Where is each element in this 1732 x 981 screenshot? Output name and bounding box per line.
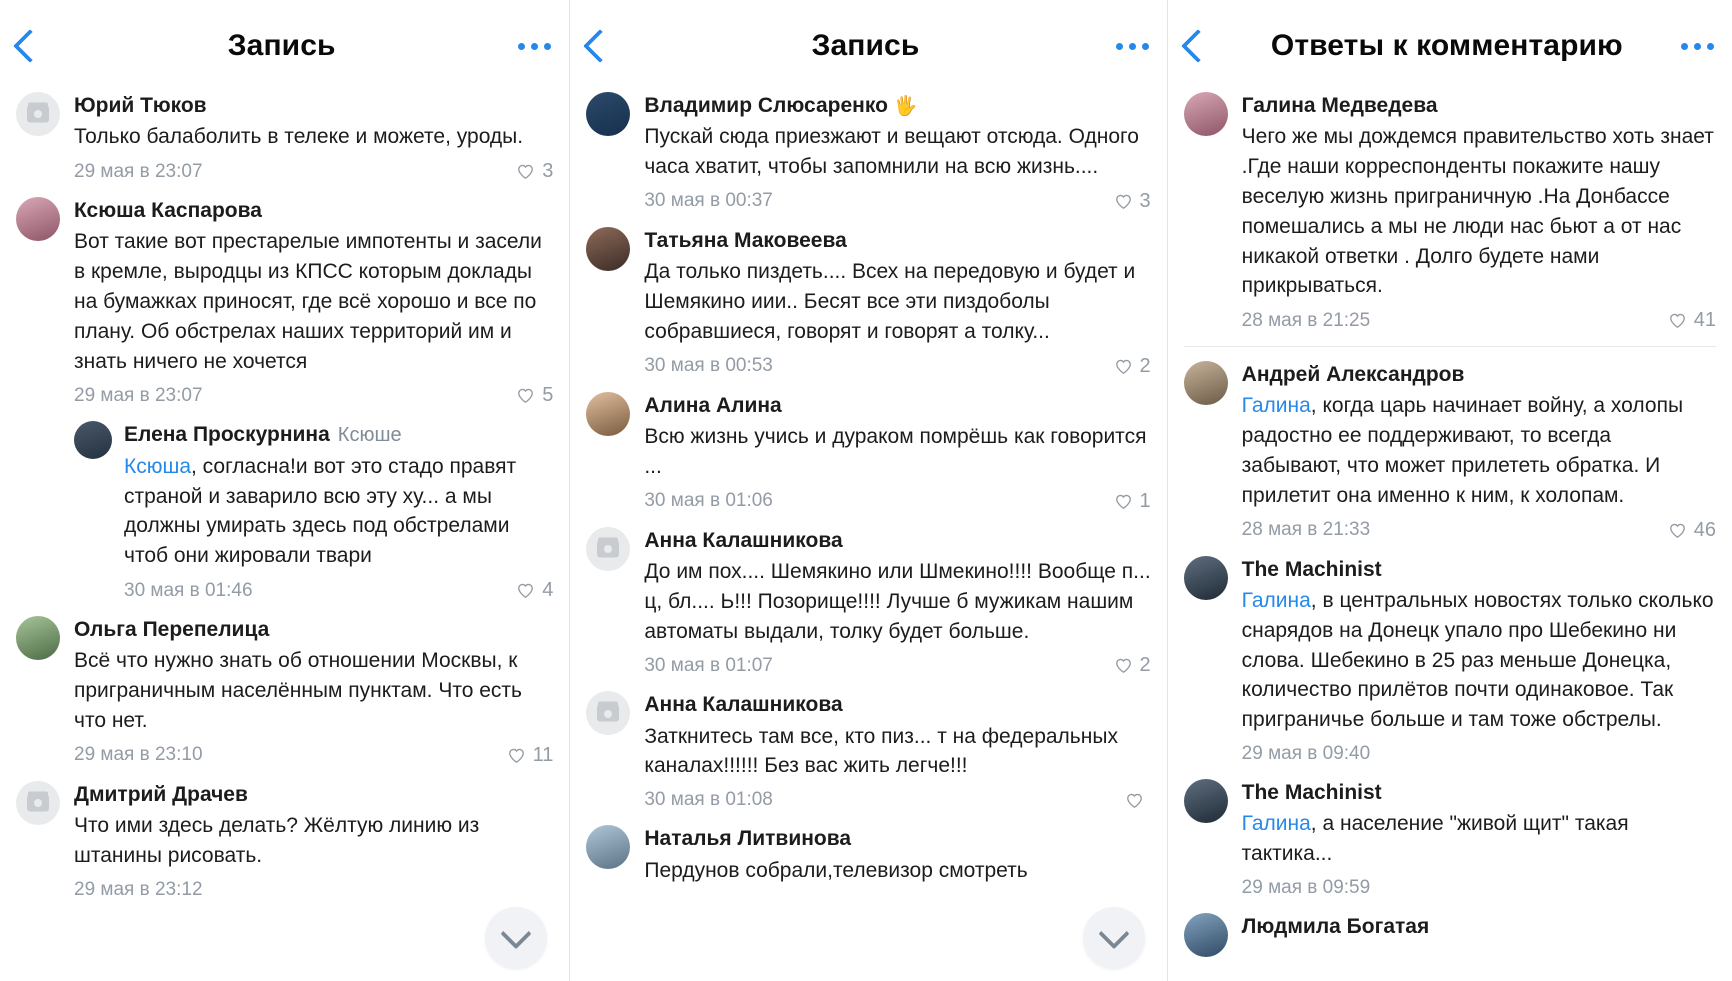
chevron-down-icon bbox=[1098, 918, 1129, 949]
mention-link[interactable]: Ксюша bbox=[124, 454, 192, 478]
avatar[interactable] bbox=[1184, 556, 1228, 600]
comment-text: Да только пиздеть.... Всех на передовую и будет и Шемякино иии.. Бесят все эти пиздоболы собравшиеся, говорят и говорят а толку... bbox=[644, 260, 1136, 343]
navbar-middle bbox=[570, 0, 1166, 92]
heart-icon bbox=[1114, 192, 1133, 211]
comment-text: Всю жизнь учись и дураком помрёшь как говорится ... bbox=[644, 424, 1147, 478]
list-item[interactable] bbox=[1184, 361, 1716, 556]
list-item[interactable] bbox=[586, 825, 1150, 899]
avatar[interactable] bbox=[1184, 779, 1228, 823]
mention-link[interactable]: Галина bbox=[1241, 394, 1311, 418]
comment-author[interactable]: Татьяна Маковеева bbox=[644, 228, 847, 252]
like-count: 3 bbox=[542, 160, 554, 183]
avatar[interactable] bbox=[586, 392, 630, 436]
comment-text bbox=[1242, 391, 1716, 510]
avatar[interactable] bbox=[16, 92, 60, 136]
avatar[interactable] bbox=[586, 691, 630, 735]
comment-author[interactable]: Анна Калашникова bbox=[644, 528, 843, 552]
like-button[interactable] bbox=[516, 384, 553, 407]
scroll-down-button[interactable] bbox=[1083, 907, 1145, 969]
comment-text: Что ими здесь делать? Жёлтую линию из штанины рисовать. bbox=[74, 814, 480, 867]
like-button[interactable] bbox=[516, 579, 553, 602]
divider bbox=[1184, 346, 1716, 347]
chevron-down-icon bbox=[501, 918, 532, 949]
heart-icon bbox=[1125, 791, 1144, 810]
comment-time: 30 мая в 01:08 bbox=[644, 789, 773, 811]
like-button[interactable] bbox=[1114, 654, 1151, 677]
back-button[interactable] bbox=[588, 34, 628, 58]
heart-icon bbox=[1114, 656, 1133, 675]
comment-time: 30 мая в 00:53 bbox=[644, 355, 773, 377]
list-item[interactable] bbox=[16, 616, 553, 781]
like-button[interactable] bbox=[1668, 309, 1716, 332]
comment-text: Чего же мы дождемся правительство хоть знает .Где наши корреспонденты покажите нашу веселую жизнь приграничную .На Донбассе помешались а мы не люди нас бьют а от нас никакой ответки . Долго будете нами прикрываться. bbox=[1241, 125, 1714, 298]
comment-time: 29 мая в 09:40 bbox=[1241, 743, 1371, 765]
chevron-left-icon bbox=[583, 29, 617, 63]
like-button[interactable] bbox=[1114, 490, 1151, 513]
like-button[interactable] bbox=[1125, 791, 1151, 810]
comment-author[interactable]: Юрий Тюков bbox=[74, 94, 207, 117]
comment-author[interactable]: Людмила Богатая bbox=[1241, 915, 1430, 938]
avatar[interactable] bbox=[16, 781, 60, 825]
hand-emoji: 🖐 bbox=[893, 96, 918, 117]
comment-author[interactable]: The Machinist bbox=[1241, 557, 1382, 581]
list-item[interactable] bbox=[586, 527, 1150, 692]
comment-text: Пускай сюда приезжают и вещают отсюда. Одного часа хватит, чтобы запомнили на всю жизнь.... bbox=[644, 125, 1139, 179]
page-title: Ответы к комментарию bbox=[1270, 29, 1623, 62]
comment-text: До им пох.... Шемякино или Шмекино!!!! Вообще п... ц, бл.... Ь!!! Позорище!!!! Лучше б мужикам нашим автоматы выдали, толку будет больше. bbox=[644, 559, 1151, 643]
like-button[interactable] bbox=[1114, 190, 1151, 213]
avatar[interactable] bbox=[586, 227, 630, 271]
comment-author[interactable]: Ксюша Каспарова bbox=[74, 199, 262, 223]
back-button[interactable] bbox=[1186, 34, 1226, 58]
list-item[interactable] bbox=[586, 691, 1150, 825]
like-button[interactable] bbox=[1114, 355, 1151, 378]
comment-author[interactable]: Андрей Александров bbox=[1241, 363, 1465, 387]
more-horizontal-icon[interactable] bbox=[1668, 43, 1714, 50]
avatar[interactable] bbox=[586, 92, 630, 136]
like-button[interactable] bbox=[1668, 519, 1716, 542]
mention-link[interactable]: Галина bbox=[1241, 812, 1311, 836]
heart-icon bbox=[1114, 357, 1133, 376]
like-count: 4 bbox=[542, 579, 554, 602]
comment-body: , согласна!и вот это стадо правят страной и заварило всю эту ху... а мы должны умирать здесь под обстрелами чтоб они жировали твари bbox=[124, 454, 517, 568]
heart-icon bbox=[516, 581, 535, 600]
heart-icon bbox=[516, 386, 535, 405]
mention-link[interactable]: Галина bbox=[1241, 589, 1311, 613]
avatar[interactable] bbox=[16, 616, 60, 660]
list-item-reply[interactable] bbox=[16, 421, 553, 616]
comment-time: 29 мая в 23:10 bbox=[74, 744, 203, 766]
avatar[interactable] bbox=[1184, 361, 1228, 405]
heart-icon bbox=[516, 162, 535, 181]
comment-text: Всё что нужно знать об отношении Москвы, к приграничным населённым пунктам. Что есть что нет. bbox=[74, 649, 522, 732]
comment-time: 30 мая в 01:46 bbox=[124, 579, 253, 601]
more-horizontal-icon[interactable] bbox=[505, 43, 551, 50]
like-count: 2 bbox=[1139, 354, 1151, 377]
chevron-left-icon bbox=[13, 29, 47, 63]
post-panel-left bbox=[0, 0, 569, 981]
heart-icon bbox=[507, 746, 526, 765]
comment-text bbox=[124, 452, 553, 571]
comment-time: 28 мая в 21:33 bbox=[1241, 519, 1371, 541]
comment-author[interactable]: Владимир Слюсаренко bbox=[644, 94, 888, 117]
avatar[interactable] bbox=[74, 421, 112, 459]
comment-time: 30 мая в 00:37 bbox=[644, 190, 773, 212]
chevron-left-icon bbox=[1181, 29, 1215, 63]
comment-body: , в центральных новостях только сколько снарядов на Донецк упало про Шебекино ни слова. Шебекино в 25 раз меньше Донецка, количество прилётов почти одинаковое. Так приграничье больше и там тоже обстрелы. bbox=[1241, 589, 1714, 732]
comments-list-middle bbox=[570, 92, 1166, 899]
list-item[interactable] bbox=[16, 92, 553, 197]
like-button[interactable] bbox=[516, 160, 553, 183]
list-item[interactable] bbox=[586, 392, 1150, 527]
navbar-right bbox=[1168, 0, 1732, 92]
list-item[interactable] bbox=[586, 227, 1150, 392]
comment-time: 30 мая в 01:06 bbox=[644, 490, 773, 512]
comment-time: 29 мая в 23:07 bbox=[74, 160, 203, 182]
list-item[interactable] bbox=[1184, 779, 1716, 913]
scroll-down-button[interactable] bbox=[485, 907, 547, 969]
heart-icon bbox=[1668, 311, 1687, 330]
page-title: Запись bbox=[227, 29, 336, 62]
comment-text bbox=[1242, 586, 1716, 735]
comment-author[interactable]: Елена Проскурнина bbox=[124, 423, 330, 447]
like-count: 11 bbox=[532, 743, 554, 766]
comment-author[interactable]: Наталья Литвинова bbox=[644, 827, 852, 851]
comment-time: 29 мая в 23:07 bbox=[74, 384, 203, 406]
comment-author[interactable]: Галина Медведева bbox=[1241, 94, 1438, 117]
comment-time: 28 мая в 21:25 bbox=[1241, 309, 1371, 331]
list-item[interactable] bbox=[1184, 913, 1716, 971]
list-item[interactable] bbox=[1184, 556, 1716, 779]
comment-text: Пердунов собрали,телевизор смотреть bbox=[644, 858, 1028, 882]
comment-author[interactable]: Ольга Перепелица bbox=[74, 618, 270, 642]
list-item[interactable] bbox=[586, 92, 1150, 227]
comment-body: , а население "живой щит" такая тактика... bbox=[1241, 812, 1629, 866]
avatar[interactable] bbox=[586, 527, 630, 571]
back-button[interactable] bbox=[18, 34, 58, 58]
heart-icon bbox=[1114, 492, 1133, 511]
more-horizontal-icon[interactable] bbox=[1103, 43, 1149, 50]
comment-time: 29 мая в 23:12 bbox=[74, 878, 203, 900]
avatar[interactable] bbox=[1184, 92, 1228, 136]
comment-time: 29 мая в 09:59 bbox=[1241, 877, 1371, 898]
avatar[interactable] bbox=[16, 197, 60, 241]
comment-author[interactable]: Дмитрий Драчев bbox=[74, 782, 248, 806]
like-count: 5 bbox=[542, 384, 554, 407]
navbar-left bbox=[0, 0, 569, 92]
list-item[interactable] bbox=[16, 197, 553, 421]
like-count: 41 bbox=[1693, 309, 1716, 332]
comment-author[interactable]: The Machinist bbox=[1241, 781, 1382, 805]
comment-text bbox=[1242, 809, 1716, 869]
like-count: 2 bbox=[1139, 654, 1151, 677]
heart-icon bbox=[1668, 521, 1687, 540]
comment-text: Только балаболить в телеке и можете, уроды. bbox=[74, 125, 524, 149]
comment-author[interactable]: Алина Алина bbox=[644, 393, 782, 417]
comment-body: , когда царь начинает войну, а холопы радостно ее поддерживают, то всегда забывают, что может прилететь обратка. И прилетит она именно к ним, к холопам. bbox=[1241, 394, 1684, 507]
comment-text: Вот такие вот престарелые импотенты и засели в кремле, выродцы из КПСС которым доклады на бумажках приносят, где всё хорошо и все по плану. Об обстрелах наших территорий им и знать ничего не хочется bbox=[74, 230, 542, 373]
list-item[interactable] bbox=[1184, 92, 1716, 346]
comments-list-left bbox=[0, 92, 569, 915]
avatar[interactable] bbox=[586, 825, 630, 869]
like-button[interactable] bbox=[507, 744, 554, 767]
reply-to-label: Ксюше bbox=[337, 424, 402, 447]
like-count: 3 bbox=[1139, 189, 1151, 212]
like-count: 1 bbox=[1139, 489, 1151, 512]
post-panel-middle bbox=[570, 0, 1166, 981]
list-item[interactable] bbox=[16, 781, 553, 915]
page-title: Запись bbox=[811, 29, 920, 62]
like-count: 46 bbox=[1693, 518, 1716, 541]
comment-text: Заткнитесь там все, кто пиз... т на федеральных каналах!!!!!! Без вас жить легче!!! bbox=[644, 724, 1118, 778]
comment-author[interactable]: Анна Калашникова bbox=[644, 693, 843, 717]
replies-panel-right bbox=[1168, 0, 1732, 981]
comment-time: 30 мая в 01:07 bbox=[644, 654, 773, 676]
replies-list bbox=[1168, 92, 1732, 971]
avatar[interactable] bbox=[1184, 913, 1228, 957]
